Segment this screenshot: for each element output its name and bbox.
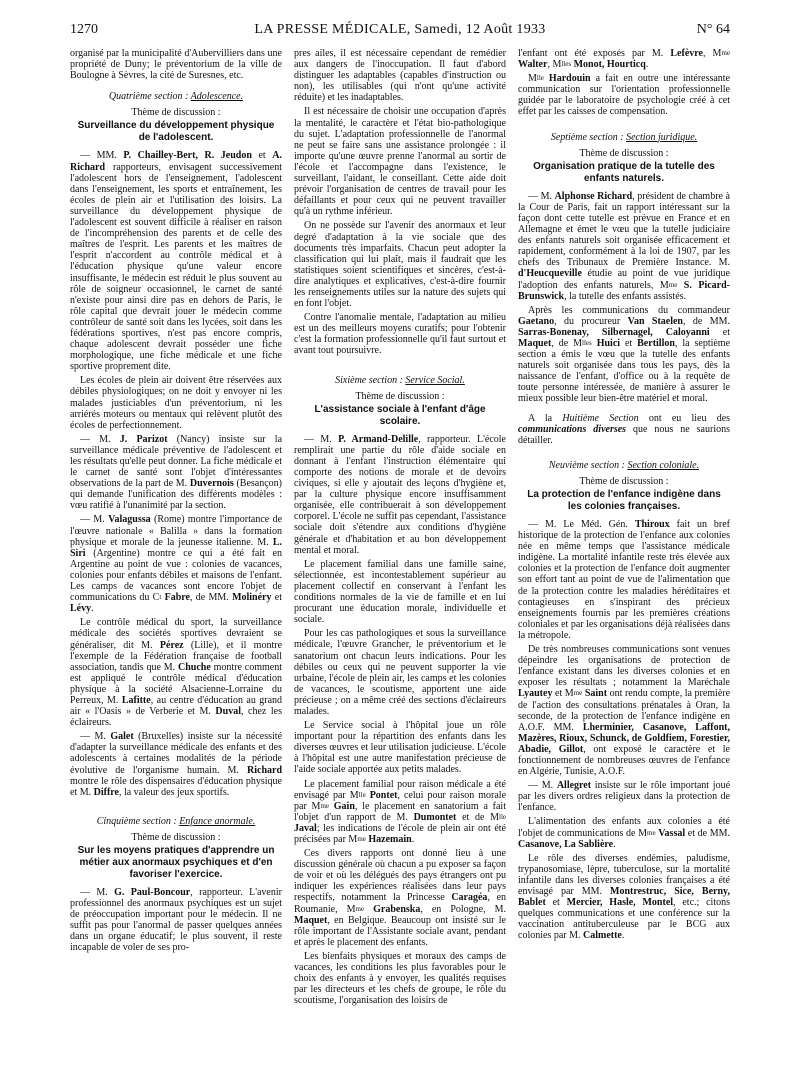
topic-heading: Sur les moyens pratiques d'apprendre un métier aux anormaux psychiques et d'en favoriser l'exercice. (77, 845, 275, 880)
author-name: Lherminier, Casanove, Laffont, Mazères, Rioux, Schunck, de Goldfiem, Forestier, Abadie, Gillot (518, 721, 730, 755)
author-name: Vassal (658, 827, 686, 839)
section-label: Quatrième section : (108, 91, 189, 103)
text: que nous ne saurions détailler. (518, 423, 730, 446)
text: . (613, 838, 616, 850)
author-name: Caragéa (451, 892, 488, 904)
superscript: lle (536, 74, 544, 83)
running-title (70, 22, 730, 38)
author-name: Richard (247, 764, 283, 776)
author-name: Maquet (518, 337, 552, 349)
text: — M. (80, 731, 106, 743)
author-name: Allegret (556, 780, 592, 792)
author-name: Monot, Hourticq (573, 59, 646, 71)
text: étudie au point de vue juridique l'adoption des enfants naturels, M (518, 268, 731, 291)
author-name: S. Picard-Brunswick (518, 279, 730, 302)
author-name: Bertillon (637, 337, 675, 349)
author-name: Gaetano (518, 315, 555, 327)
text: et (552, 897, 560, 909)
paragraph: organisé par la municipalité d'Aubervilliers dans une propriété de Duny; le préventorium de la ville de Boulogne à Sèvres, la cité de Suresnes, etc. (70, 48, 282, 82)
column-middle (294, 48, 506, 1009)
author-name: Calmette (583, 930, 622, 942)
text: , la septième section a émis le vœu que la tutelle des enfants naturels soit organisée dans tous les pays, dès la naissance de l'enfant, d'office ou à la requête de toute personne intéressée, de manière à assurer le mieux possible leur bien-être matériel et moral. (518, 337, 731, 405)
text: (Bruxelles) insiste sur la nécessité d'adapter la surveillance médicale des enfants et des adolescents à certaines modalités de la période évolutive de l'organisme humain. M. (70, 731, 283, 776)
text: fait un bref historique de la protection de l'enfance aux colonies née en même temps que l'assistance médicale indigène. La mortalité infantile reste très élevée aux colonies et la protection de l'enfance doit augmenter son effort tant au point de vue de l'alimentation que de la protection contre les maladies héréditaires et contagieuses en s'inspirant des précieux enseignements fournis par les premières créations coloniales et par les organisations déjà réalisées dans la métropole. (518, 519, 731, 641)
author-name: A. Richard (70, 150, 282, 173)
paragraph (518, 305, 730, 405)
text: Ces divers rapports ont donné lieu à une discussion générale où chacun a pu exposer sa façon de voir et où les délégués des pays étrangers ont pu indiquer les expériences réalisées dans leur pays respectifs, notamment la Princesse (294, 848, 506, 904)
section-label: Neuvième section : (548, 459, 625, 471)
section-name: Section juridique. (626, 131, 698, 143)
text: et de M (462, 811, 500, 823)
author-name: Lévy (70, 603, 92, 615)
author-name: Walter (518, 59, 548, 71)
text: . (645, 59, 649, 71)
text: et (274, 592, 283, 604)
text: , de MM. (683, 315, 730, 327)
author-name: Maquet (294, 914, 328, 926)
text: (Besançon) qui demande l'unification des différents modèles : vœu ratifié à l'unanimité par la section. (70, 478, 283, 512)
text: — M. (528, 190, 552, 202)
superscript: me (668, 280, 678, 289)
section-name: Service Social. (405, 374, 465, 386)
author-name: Grabenska (373, 903, 421, 915)
text: , en Roumanie, M (294, 892, 507, 915)
paragraph (70, 150, 282, 372)
paragraph: Le placement familial dans une famille saine, sélectionnée, est incontestablement supérieur au placement collectif en conservant à l'enfant les conditions normales de la vie de famille et en lui procurant une éducation morale, individuelle et sociale. (294, 558, 506, 626)
topic-heading: L'assistance sociale à l'enfant d'âge scolaire. (314, 403, 486, 427)
text: , en Belgique. Beaucoup ont insisté sur le rôle important de l'Assistante sociale avant, pendant et après le placement des enfants. (294, 914, 506, 948)
superscript: lle (358, 790, 366, 799)
text: , le placement en sanatorium a fait l'objet d'un rapport de M. (294, 800, 506, 823)
paragraph: Les écoles de plein air doivent être réservées aux débiles physiologiques; on ne doit y envoyer ni les malades justiciables d'un préventorium, ni les arriérés moteurs ou mentaux qui relèvent plutôt des écoles de perfectionnement. (70, 375, 282, 431)
superscript: me (357, 835, 366, 843)
text: , au centre d'éducation au grand air « l'Oasis » de Verberie et M. (70, 694, 283, 718)
text: Le rôle des diverses endémies, paludisme, trypanosomiase, lèpre, tuberculose, sur la mortalité infantile dans les diverses colonies françaises a été envisagé par MM. (518, 852, 730, 897)
page-number: 1270 (70, 22, 98, 37)
text: , M (702, 48, 722, 59)
author-name: Pérez (159, 639, 184, 651)
author-name: Alphonse Richard (554, 190, 633, 202)
author-name: Casanove, La Sablière (518, 838, 614, 850)
paragraph: pres ailes, il est nécessaire cependant de remédier aux dangers de l'inoccupation. Il faut d'abord distinguer les adaptables (capables d'instruction ou non), les utilisables (qui n'ont qu'une activité réduite) et les inadaptables. (294, 48, 506, 104)
author-name: Duval (215, 706, 241, 718)
text: — M. (80, 887, 108, 898)
text: montre le rôle des dispensaires d'éducation physique et M. (70, 775, 282, 798)
text: , M (547, 59, 562, 71)
paragraph (518, 780, 730, 813)
text: — M. (304, 433, 332, 445)
paragraph (518, 853, 730, 942)
text: , la valeur des jeux sportifs. (118, 786, 230, 798)
section-label: Septième section : (550, 131, 624, 143)
text: A la (528, 412, 553, 424)
issue-date: Samedi, 12 Août 1933 (414, 22, 546, 37)
issue-number: N° 64 (696, 22, 730, 37)
page-header (70, 22, 730, 42)
author-name: Mercier, Hasle, Montel (566, 897, 674, 909)
superscript: lles (561, 60, 572, 69)
author-name: Lafitte (121, 694, 151, 706)
author-name: Fabre (164, 592, 190, 604)
paragraph: On ne possède sur l'avenir des anormaux et leur degré d'adaptation à la vie sociale que des documents très imparfaits. Chacun peut adopter la classification qui lui plaît, mais il faudrait que les statistiques soient scientifiques et sincères, c'est-à-dire analytiques et explicatives, c'est-à-dire fournir les renseignements utiles sur la nature des sujets qui en font l'objet. (294, 220, 506, 310)
text: Après les communications du commandeur (528, 304, 730, 316)
paragraph (518, 816, 730, 849)
journal-title: LA PRESSE MÉDICALE, (254, 22, 411, 37)
text: , etc.; citons quelques communications et une conférence sur la vaccination antituberculeuse par le BCG aux colonies par M. (518, 897, 731, 942)
text: , en Pologne, M. (420, 903, 507, 915)
paragraph: Le Service social à l'hôpital joue un rôle important pour la répartition des enfants dans les diverses œuvres et leur utilisation judicieuse. L'école à l'hôpital est une autre manifestation précieuse de l'aide sociale apportée aux petits malades. (294, 720, 506, 776)
text: , de MM. (189, 592, 229, 604)
text: et M (555, 688, 574, 700)
topic-heading: La protection de l'enfance indigène dans les colonies françaises. (527, 489, 721, 512)
text: l'enfant ont été exposés par M. (518, 48, 664, 59)
author-name: Molinéry (232, 592, 272, 604)
text: — MM. (80, 150, 117, 162)
theme-label: Thème de discussion : (579, 475, 669, 487)
theme-label: Thème de discussion : (579, 147, 669, 159)
text: , celui pour raison morale par M (294, 789, 507, 812)
author-name: Lyautey (518, 688, 553, 700)
text: (Argentine) montre ce qui a été fait en Argentine au point de vue : colonies de vacances, colonies pour enfants débiles et maisons de l'enfant. Les camps de vacances sont encore l'objet de communications du C (70, 547, 282, 604)
section-heading-7 (518, 132, 730, 143)
author-name: J. Parizot (119, 433, 168, 445)
text: ont rendu compte, la première de l'action des consultations prénatales à Oran, la seconde, de la protection de l'enfance indigène en A.O.F. MM. (518, 688, 731, 733)
paragraph (294, 434, 506, 556)
paragraph: Il est nécessaire de choisir une occupation d'après la mentalité, le caractère et l'état bio-pathologique du sujet. L'adaptation professionnelle de l'anormal ne peut se faire sans une assistance prolongée : il importe qu'une œuvre prenne l'anormal au sortir de l'école et l'accompagne dans l'existence, le surveillant, l'aidant, le conseillant. Cette aide doit prévoir l'organisation de centres de travail pour les défaillants et pour ceux qui ne peuvent travailler qu'à un rythme inférieur. (294, 106, 506, 218)
text: — M. (80, 514, 105, 526)
text: , rapporteur. L'école remplirait une partie du rôle d'aide sociale en donnant à l'enfant l'instruction élémentaire qui comporte des notions de morale et de devoirs civiques, si elle y ajoutait des leçons d'hygiène et, par la culture physique encore insuffisamment organisée, elle contribuerait à son développement corporel. L'école ne suffit pas cependant, l'assistance sociale doit s'étendre aux conditions d'hygiène générale et d'habitation et au bon développement mental et moral. (294, 433, 506, 556)
text: M (528, 73, 537, 85)
author-name: P. Armand-Delille (338, 433, 419, 445)
section-heading-6 (294, 375, 506, 386)
section-name: Enfance anormale. (179, 815, 256, 827)
author-name: Dumontet (413, 811, 457, 823)
superscript: me (573, 689, 583, 698)
paragraph (70, 617, 282, 728)
superscript: me (721, 49, 730, 57)
author-name: Gain (333, 800, 355, 812)
text: et (624, 337, 633, 349)
paragraph (518, 73, 730, 117)
section-heading-9 (518, 460, 730, 471)
paragraph (294, 848, 506, 948)
author-name: L. Siri (70, 536, 282, 559)
column-right (518, 48, 730, 944)
author-name: Sarras-Bonenay, Silbernagel, Caloyanni (518, 326, 710, 338)
text: et de MM. (687, 827, 731, 839)
text: , président de chambre à la Cour de Paris, fait un rapport intéressant sur la façon dont cette tutelle est prévue en France et en Allemagne et émet le vœu que la tutelle judiciaire des enfants naturels soit organisée efficacement et rapidement, conformément à la loi de 1907, par les chefs des Tribunaux de Première Instance. M. (518, 190, 730, 269)
author-name: Huici (596, 337, 621, 349)
text: De très nombreuses communications sont venues dépeindre les organisations de protection de l'enfance existant dans les diverses colonies et en exposer les résultats ; notamment la Maréchale (518, 644, 730, 689)
text: — M. (528, 780, 554, 792)
italic-text: Huitième Section (562, 412, 639, 424)
section-heading-4 (70, 91, 282, 102)
paragraph (70, 731, 282, 798)
text: ; les indications de l'école de plein air ont été précisées par M (294, 822, 506, 845)
text: — M. (80, 433, 111, 445)
paragraph (518, 413, 730, 446)
paragraph (518, 644, 730, 777)
author-name: Montrestruc, Sice, Berny, Bablet (518, 886, 730, 909)
author-name: Van Staelen (627, 315, 683, 327)
bold-italic-text: communications diverses (518, 423, 627, 435)
author-name: Galet (110, 731, 134, 743)
author-name: Hazemain (368, 834, 412, 845)
superscript: me (320, 801, 329, 810)
paragraph (70, 434, 282, 512)
paragraph: Les bienfaits physiques et moraux des camps de vacances, les conditions les plus favorables pour le choix des enfants à y envoyer, les qualités requises par les directeurs et les chefs de groupe, le rôle du scoutisme, l'organisation des loisirs de (294, 950, 506, 1007)
section-name: Adolescence. (190, 91, 244, 103)
section-label: Cinquième section : (96, 815, 177, 827)
superscript: lles (582, 338, 592, 347)
author-name: Saint (584, 688, 608, 700)
section-heading-5 (70, 816, 282, 827)
author-name: Hardouin (548, 73, 591, 85)
text: ont eu lieu des (648, 412, 731, 424)
text: montre comment est appliqué le contrôle médical d'éducation physique à la société Alsacienne-Lorraine du Perreux, M. (70, 661, 283, 706)
paragraph (518, 48, 730, 70)
author-name: G. Paul-Boncour (114, 887, 191, 898)
superscript: me (355, 904, 365, 913)
theme-label: Thème de discussion : (355, 390, 445, 402)
text: — M. Le Méd. Gén. (528, 519, 628, 530)
topic-heading: Organisation pratique de la tutelle des enfants naturels. (533, 160, 715, 184)
text: Le placement familial pour raison médicale a été envisagé par M (294, 778, 506, 801)
text: (Rome) montre l'importance de l'œuvre nationale « Balilla » dans la formation physique et morale de la jeunesse italienne. M. (70, 514, 283, 548)
text: et (722, 326, 731, 338)
author-name: Javal (294, 822, 317, 834)
theme-label: Thème de discussion : (131, 831, 221, 843)
paragraph (518, 191, 730, 302)
author-name: Diffre (93, 786, 119, 798)
superscript: t (159, 593, 162, 602)
author-name: Valagussa (108, 514, 151, 526)
paragraph: Contre l'anomalie mentale, l'adaptation au milieu est un des meilleurs moyens curatifs; pour l'obtenir c'est la formation professionnelle qu'il faut surtout et avant tout poursuivre. (294, 312, 506, 357)
author-name: Lefèvre (670, 48, 703, 59)
text: , de M (551, 337, 583, 349)
author-name: Thiroux (634, 519, 670, 530)
text: L'alimentation des enfants aux colonies a été l'objet de communications de M (518, 816, 730, 839)
column-left (70, 48, 282, 957)
paragraph (70, 514, 282, 614)
author-name: Duvernois (189, 478, 234, 490)
text: a fait en outre une intéressante communication sur l'orientation professionnelle guidée par le laboratoire de psychologie créé à cet effet par les caisses de compensation. (518, 73, 731, 118)
text: rapporteurs, envisagent successivement l'adolescent hors de l'enseignement, l'adolescent dans l'enseignement, les sports et entraînement, les écoles de plein air et l'utilisation des loisirs. La surveillance du développement physique de l'adolescent est souvent difficile à réaliser en raison de l'incompréhension des parents et de celle des maîtres de l'esprit. Les parents et les maîtres de l'esprit n'accordent au contrôle médical et à l'éducation physique qu'une valeur encore insuffisante, le médecin est réduit le plus souvent au rôle de soigneur occasionnel, le carnet de santé n'existe pour ainsi dire pas en dehors de Paris, le rôle capital que devrait jouer le médecin comme contrôleur de santé soit dans les lycées, soit dans les fédérations sportives, n'est pas encore compris, chaque adolescent devrait posséder une fiche morphologique, une fiche médicale et une fiche sportive proprement dite. (70, 161, 282, 373)
theme-label: Thème de discussion : (131, 107, 221, 119)
text: (Nancy) insiste sur la surveillance médicale préventive de l'adolescent et les résultats qu'elle peut donner. La fiche médicale et le carnet de santé sont l'objet d'intéressantes observations de la part de M. (70, 433, 283, 490)
text: , ont exposé le caractère et le fonctionnement de nombreuses œuvres de l'enfance en Algérie, Tunisie, A.O.F. (518, 743, 730, 778)
text: insiste sur le rôle important joué par les divers ordres religieux dans la protection de l'enfance. (518, 780, 731, 814)
text: Le contrôle médical du sport, la surveillance médicale des sociétés sportives devraient se généraliser, dit M. (70, 617, 282, 651)
superscript: lle (499, 812, 507, 821)
text: . (621, 930, 625, 942)
author-name: Pontet (369, 789, 398, 801)
paragraph (294, 779, 506, 846)
paragraph (518, 519, 730, 641)
section-name: Section coloniale. (627, 459, 700, 471)
author-name: d'Heucqueville (518, 268, 582, 280)
text: et (258, 150, 266, 162)
text: , du procureur (554, 315, 621, 327)
topic-heading: Surveillance du développement physique de l'adolescent. (77, 120, 275, 144)
section-label: Sixième section : (335, 374, 403, 386)
author-name: P. Chailley-Bert, R. Jeudon (123, 150, 252, 162)
superscript: me (647, 828, 656, 837)
paragraph: Pour les cas pathologiques et sous la surveillance médicale, l'œuvre Grancher, le préventorium et le sanatorium ont chacun leurs indications. Pour les débiles ou ceux qui ne peuvent supporter la vie urbaine, l'école de plein air, les camps et les colonies de vacances, le scoutisme, apportent une aide précieuse ; on a même créé des sections d'éclaireurs malades. (294, 628, 506, 717)
text: , la tutelle des enfants assistés. (564, 290, 687, 302)
author-name: Chuche (178, 661, 211, 673)
text: , chez les éclaireurs. (70, 706, 282, 729)
text: , rapporteur. L'avenir professionnel des anormaux psychiques est un sujet de préoccupation important pour le médecin. Il ne suffit pas pour l'anormal de passer quelques années dans un organe éducatif; le plus souvent, il reste incapable de voler de ses pro- (70, 887, 282, 954)
text: . (411, 834, 415, 845)
paragraph (70, 887, 282, 954)
text: . (91, 603, 94, 615)
text: (Lille), et il montre l'exemple de la Fédération française de football association, tandis que M. (70, 639, 283, 673)
